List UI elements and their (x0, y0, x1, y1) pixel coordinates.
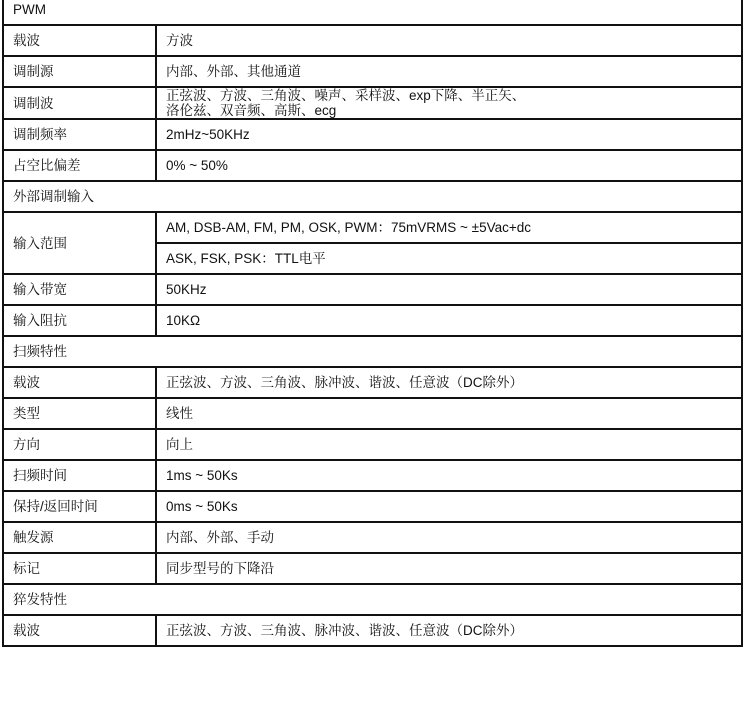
section-title: 外部调制输入 (3, 181, 742, 212)
row-value (156, 367, 742, 398)
row-value-line: 洛伦兹、双音频、高斯、ecg (166, 103, 337, 118)
row-value (156, 25, 742, 56)
row-value (156, 398, 742, 429)
row-value (156, 87, 742, 119)
row-label: 类型 (3, 398, 156, 429)
row-label: 调制波 (3, 87, 156, 119)
row-value: AM, DSB-AM, FM, PM, OSK, PWM：75mVRMS ~ ±5Vac+dc (156, 212, 742, 243)
row-value (156, 305, 742, 336)
row-value (156, 615, 742, 646)
table-row (3, 615, 742, 646)
table-row (3, 398, 742, 429)
table-row (3, 460, 742, 491)
row-label: 载波 (3, 367, 156, 398)
row-value-line: 线性 (166, 406, 193, 421)
spec-table (2, 0, 743, 647)
row-value-line: 正弦波、方波、三角波、噪声、采样波、exp下降、半正矢、 (166, 88, 526, 103)
row-value-line: 向上 (166, 437, 193, 452)
row-label: 调制频率 (3, 119, 156, 150)
row-value (156, 274, 742, 305)
section-header-row (3, 336, 742, 367)
table-row (3, 274, 742, 305)
table-row (3, 522, 742, 553)
table-row (3, 87, 742, 119)
table-row (3, 305, 742, 336)
table-row (3, 119, 742, 150)
row-value: ASK, FSK, PSK：TTL电平 (156, 243, 742, 274)
row-value-line: 1ms ~ 50Ks (166, 468, 238, 483)
section-title: 猝发特性 (3, 584, 742, 615)
row-value (156, 56, 742, 87)
row-value-line: 方波 (166, 33, 193, 48)
row-label: 触发源 (3, 522, 156, 553)
row-label: 方向 (3, 429, 156, 460)
row-value (156, 150, 742, 181)
row-value (156, 119, 742, 150)
table-row (3, 56, 742, 87)
table-row (3, 212, 742, 243)
row-value-line: 内部、外部、手动 (166, 530, 274, 545)
row-label: 输入带宽 (3, 274, 156, 305)
table-row (3, 553, 742, 584)
row-value-line: 0% ~ 50% (166, 158, 228, 173)
row-value-line: 50KHz (166, 282, 207, 297)
row-value-line: 正弦波、方波、三角波、脉冲波、谐波、任意波（DC除外） (166, 623, 523, 638)
row-label: 标记 (3, 553, 156, 584)
row-value-line: 内部、外部、其他通道 (166, 64, 301, 79)
section-title: 扫频特性 (3, 336, 742, 367)
table-row (3, 150, 742, 181)
row-label: 调制源 (3, 56, 156, 87)
section-header-row (3, 584, 742, 615)
row-label: 占空比偏差 (3, 150, 156, 181)
row-label: 载波 (3, 25, 156, 56)
row-value (156, 491, 742, 522)
table-row (3, 429, 742, 460)
table-row (3, 491, 742, 522)
row-value (156, 522, 742, 553)
row-value (156, 429, 742, 460)
section-title: PWM (3, 0, 742, 25)
row-value-line: 同步型号的下降沿 (166, 561, 274, 576)
row-label: 保持/返回时间 (3, 491, 156, 522)
row-label: 载波 (3, 615, 156, 646)
row-label: 扫频时间 (3, 460, 156, 491)
row-label: 输入范围 (3, 212, 156, 274)
row-value-line: 0ms ~ 50Ks (166, 499, 238, 514)
row-label: 输入阻抗 (3, 305, 156, 336)
row-value (156, 553, 742, 584)
row-value-line: 正弦波、方波、三角波、脉冲波、谐波、任意波（DC除外） (166, 375, 523, 390)
section-header-row (3, 0, 742, 25)
row-value-line: 10KΩ (166, 313, 201, 328)
table-row (3, 367, 742, 398)
row-value (156, 460, 742, 491)
row-value-line: 2mHz~50KHz (166, 127, 250, 142)
table-row (3, 25, 742, 56)
section-header-row (3, 181, 742, 212)
